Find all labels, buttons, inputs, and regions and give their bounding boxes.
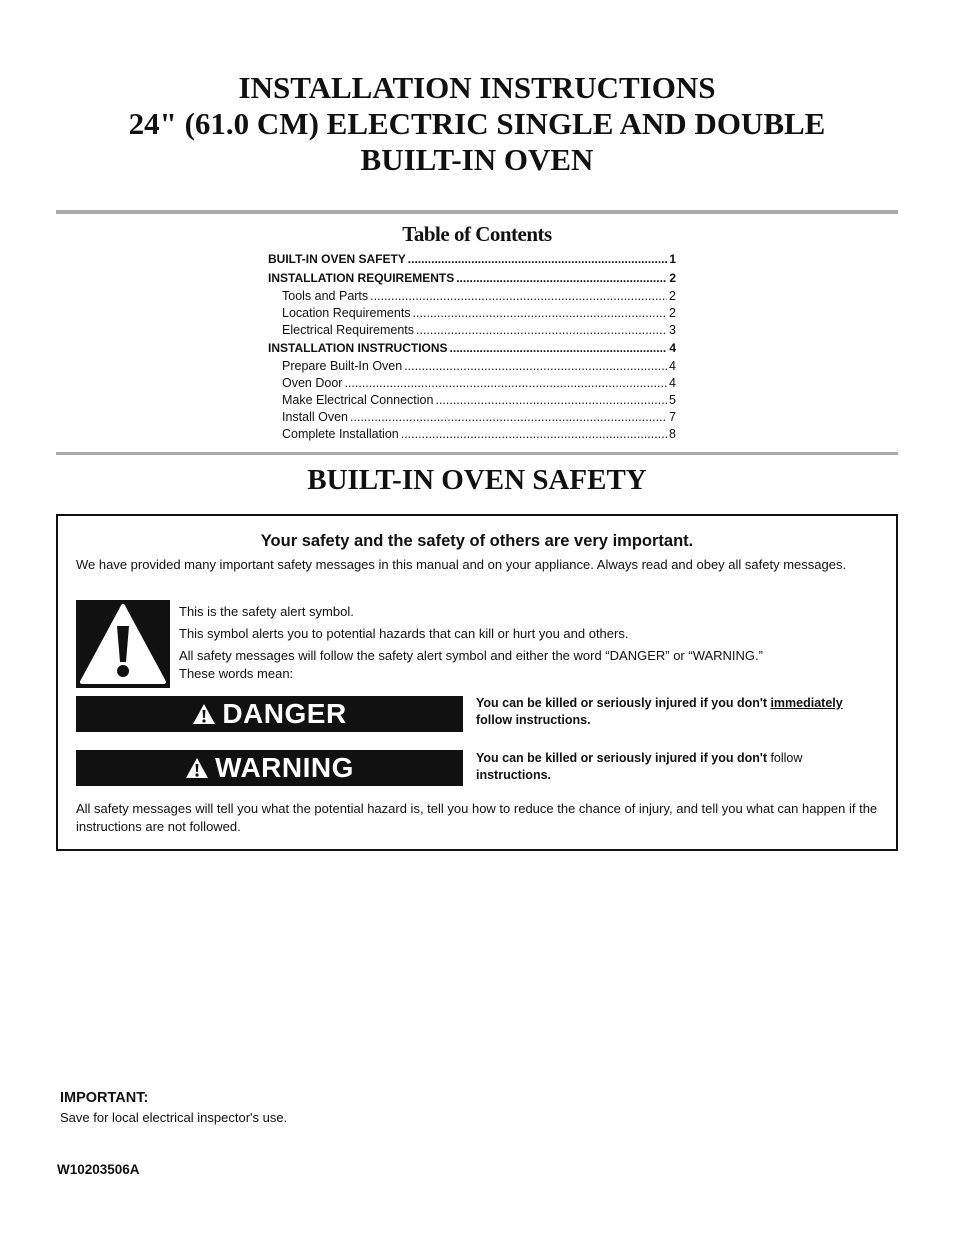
symbol-line-3: All safety messages will follow the safety alert symbol and either the word “DANGER” or “WARNING.” [179,648,763,663]
toc-entry-label: INSTALLATION REQUIREMENTS [268,271,455,285]
toc-entry [268,339,676,358]
toc-leader-dots [456,269,667,288]
symbol-explanation [179,603,879,683]
toc-entry-page: 2 [669,289,676,303]
toc-entry-label: BUILT-IN OVEN SAFETY [268,252,406,266]
section-title: BUILT-IN OVEN SAFETY [307,464,647,496]
toc-leader-dots [344,375,667,392]
toc-entry-label: Tools and Parts [282,289,369,303]
toc-entry-page: 1 [669,252,676,266]
warning-alert-icon [185,757,209,779]
toc-entry [268,375,676,392]
toc-entry-label: Location Requirements [282,306,411,320]
danger-desc-text: You can be killed or seriously injured if you don't [476,696,771,710]
symbol-line-2: This symbol alerts you to potential hazards that can kill or hurt you and others. [179,626,629,641]
toc-entry-label: Install Oven [282,410,349,424]
symbol-line-1: This is the safety alert symbol. [179,604,354,619]
toc-leader-dots [350,409,667,426]
danger-description [476,695,886,729]
toc-entry [268,288,676,305]
danger-desc-text-2: follow instructions. [476,713,591,727]
warning-desc-text-2: instructions. [476,768,552,782]
top-divider [56,210,898,214]
toc-entry-page: 7 [669,410,676,424]
toc-heading: Table of Contents [402,222,552,246]
safety-outro: All safety messages will tell you what the potential hazard is, tell you how to reduce the chance of injury, and tell you what can happen if the instructions are not followed. [76,801,878,834]
toc-entry [268,392,676,409]
toc-entry-label: Prepare Built-In Oven [282,359,403,373]
toc-entry-page: 3 [669,323,676,337]
table-of-contents [268,250,676,443]
toc-leader-dots [408,250,668,269]
danger-signal-word [76,696,463,732]
toc-entry-page: 4 [669,359,676,373]
toc-entry-label: INSTALLATION INSTRUCTIONS [268,341,448,355]
symbol-line-4: These words mean: [179,666,294,681]
toc-leader-dots [416,322,667,339]
title-line-1: INSTALLATION INSTRUCTIONS [238,70,716,105]
title-line-3: BUILT-IN OVEN [360,142,594,177]
toc-leader-dots [435,392,667,409]
toc-leader-dots [370,288,667,305]
safety-heading: Your safety and the safety of others are very important. [260,532,694,550]
safety-intro: We have provided many important safety messages in this manual and on your appliance. Always read and obey all safety messages. [76,557,847,572]
toc-entry-label: Complete Installation [282,427,399,441]
toc-entry-page: 4 [669,341,676,355]
document-title [0,70,954,178]
document-number: W10203506A [57,1162,140,1177]
danger-desc-emphasis: immediately [770,696,843,710]
toc-entry-label: Oven Door [282,376,343,390]
toc-leader-dots [401,426,667,443]
toc-entry [268,409,676,426]
toc-entry-page: 4 [669,376,676,390]
toc-entry-label: Electrical Requirements [282,323,414,337]
toc-leader-dots [413,305,668,322]
toc-entry-label: Make Electrical Connection [282,393,434,407]
toc-leader-dots [450,339,668,358]
toc-entry [268,269,676,288]
toc-entry [268,322,676,339]
safety-alert-icon [76,600,170,688]
toc-entry [268,305,676,322]
toc-leader-dots [404,358,667,375]
toc-entry-page: 2 [669,271,676,285]
danger-alert-icon [192,703,216,725]
section-divider [56,452,898,455]
important-text: Save for local electrical inspector's use. [60,1110,288,1125]
safety-box [56,514,898,851]
toc-entry-page: 8 [669,427,676,441]
title-line-2: 24" (61.0 CM) ELECTRIC SINGLE AND DOUBLE [128,106,826,141]
warning-label: WARNING [215,752,354,783]
toc-entry-page: 5 [669,393,676,407]
warning-signal-word [76,750,463,786]
toc-entry [268,426,676,443]
warning-desc-emphasis: follow [770,751,803,765]
toc-entry [268,358,676,375]
toc-entry-page: 2 [669,306,676,320]
danger-label: DANGER [222,698,347,729]
toc-entry [268,250,676,269]
warning-description [476,750,886,784]
warning-desc-text: You can be killed or seriously injured if you don't [476,751,771,765]
important-label: IMPORTANT: [60,1090,149,1106]
